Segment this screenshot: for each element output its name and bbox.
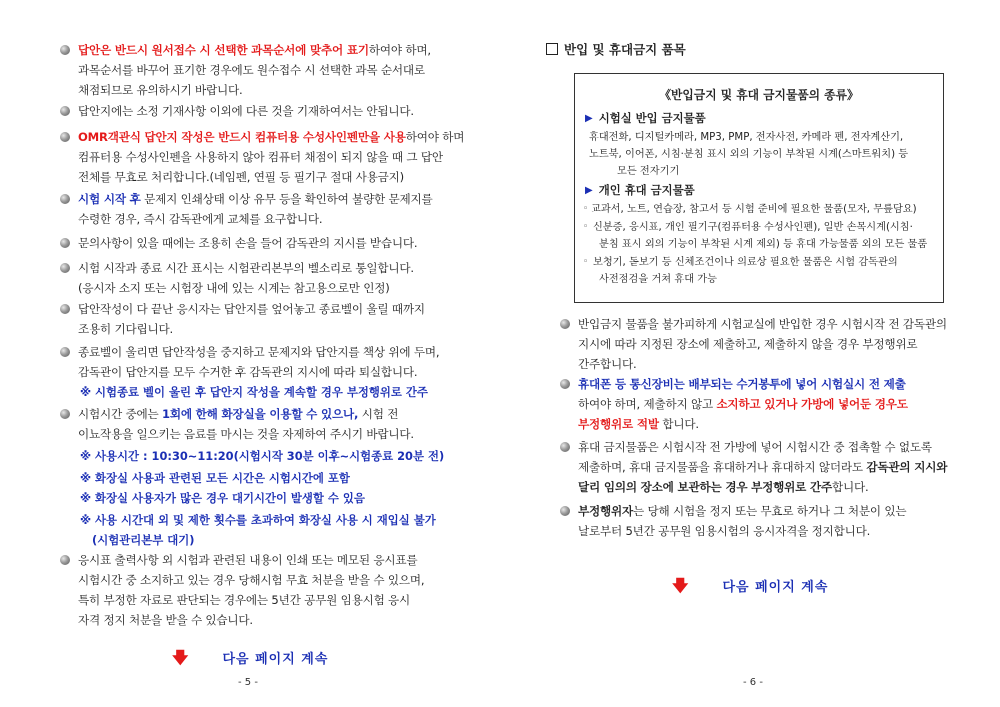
item-line bbox=[78, 167, 464, 187]
bullet-icon bbox=[60, 347, 70, 357]
item-line bbox=[78, 233, 417, 253]
text-segment: 답안지에는 소정 기재사항 이외에 다른 것을 기재하여서는 안됩니다. bbox=[78, 104, 414, 118]
text-segment: 하여야 하며 bbox=[405, 130, 465, 144]
item-line bbox=[78, 127, 464, 147]
continue-text: 다음 페이지 계속 bbox=[722, 580, 829, 595]
bullet-icon bbox=[60, 194, 70, 204]
list-item bbox=[78, 189, 433, 229]
item-line bbox=[78, 404, 414, 424]
small-circle-bullet-icon: ◦ bbox=[583, 257, 589, 267]
list-item bbox=[78, 127, 464, 187]
list-item bbox=[578, 437, 947, 497]
text-segment: 시험 시작 후 bbox=[78, 192, 141, 206]
bullet-icon bbox=[560, 379, 570, 389]
text-segment: 제출하며, 휴대 금지물품을 휴대하거나 휴대하지 않더라도 bbox=[578, 460, 867, 474]
text-segment: 합니다. bbox=[658, 417, 699, 431]
down-arrow-icon: 🡇 bbox=[172, 647, 189, 667]
section2-line: 교과서, 노트, 연습장, 참고서 등 시험 준비에 필요한 물품(모자, 무릎담요) bbox=[591, 204, 917, 215]
item-line bbox=[578, 437, 947, 457]
text-segment: 시험 시작과 종료 시간 표시는 시험관리본부의 벨소리로 통일합니다. bbox=[78, 261, 414, 275]
text-segment: 채점되므로 유의하시기 바랍니다. bbox=[78, 83, 243, 97]
text-segment: 간주합니다. bbox=[578, 357, 637, 371]
section1-line: 휴대전화, 디지털카메라, MP3, PMP, 전자사전, 카메라 펜, 전자계산기, bbox=[589, 132, 904, 143]
text-segment: 수령한 경우, 즉시 감독관에게 교체를 요구합니다. bbox=[78, 212, 323, 226]
item-line bbox=[78, 101, 414, 121]
list-item bbox=[578, 314, 947, 374]
text-segment: 감독관이 답안지를 모두 수거한 후 감독관의 지시에 따라 퇴실합니다. bbox=[78, 365, 418, 379]
section1-heading bbox=[585, 110, 706, 126]
triangle-bullet-icon: ▶ bbox=[585, 112, 593, 124]
restroom-note: ※ 화장실 사용과 관련된 모든 시간은 시험시간에 포함 bbox=[80, 471, 350, 485]
bullet-icon bbox=[60, 263, 70, 273]
text-segment: 하여야 하며, 제출하지 않고 bbox=[578, 397, 717, 411]
restroom-note: ※ 사용시간 : 10:30~11:20(시험시작 30분 이후~시험종료 20분 전) bbox=[80, 449, 445, 463]
bullet-icon bbox=[60, 238, 70, 248]
bullet-icon bbox=[60, 132, 70, 142]
item-line bbox=[78, 258, 414, 278]
item-line bbox=[78, 40, 431, 60]
item-line bbox=[78, 147, 464, 167]
text-segment: 반입금지 물품을 불가피하게 시험교실에 반입한 경우 시험시작 전 감독관의 bbox=[578, 317, 947, 331]
bullet-icon bbox=[60, 555, 70, 565]
page-number: - 5 - bbox=[238, 677, 258, 688]
text-segment: OMR객관식 답안지 작성은 반드시 컴퓨터용 수성사인펜만을 사용 bbox=[78, 130, 406, 144]
text-segment: 문의사항이 있을 때에는 조용히 손을 들어 감독관의 지시를 받습니다. bbox=[78, 236, 418, 250]
text-segment: 부정행위로 적발 bbox=[578, 417, 659, 431]
item-line bbox=[578, 314, 947, 334]
item-line bbox=[578, 457, 947, 477]
item-line bbox=[578, 354, 947, 374]
text-segment: 소지하고 있거나 가방에 넣어둔 경우도 bbox=[716, 397, 908, 411]
text-segment: 합니다. bbox=[832, 480, 869, 494]
restroom-note: (시험관리본부 대기) bbox=[92, 533, 195, 547]
item-line bbox=[78, 590, 424, 610]
text-segment: 종료벨이 울리면 답안작성을 중지하고 문제지와 답안지를 책상 위에 두며, bbox=[78, 345, 440, 359]
section2-line: 신분증, 응시표, 개인 필기구(컴퓨터용 수성사인펜), 일반 손목시계(시침· bbox=[593, 222, 913, 233]
list-item bbox=[78, 40, 431, 100]
list-item bbox=[78, 550, 424, 630]
triangle-bullet-icon: ▶ bbox=[585, 184, 593, 196]
item-line bbox=[78, 60, 431, 80]
item-line bbox=[78, 209, 433, 229]
section2-line: 사전점검을 거쳐 휴대 가능 bbox=[599, 274, 717, 285]
text-segment: 자격 정지 처분을 받을 수 있습니다. bbox=[78, 613, 253, 627]
item-line bbox=[578, 477, 947, 497]
list-item bbox=[78, 299, 425, 339]
section1-title: 시험실 반입 금지물품 bbox=[598, 111, 706, 125]
text-segment: 날로부터 5년간 공무원 임용시험의 응시자격을 정지합니다. bbox=[578, 524, 871, 538]
section2-line: 분침 표시 외의 기능이 부착된 시계 제외) 등 휴대 가능물품 외의 모든 물품 bbox=[599, 239, 928, 250]
text-segment: 전체를 무효로 처리합니다.(네임펜, 연필 등 필기구 절대 사용금지) bbox=[78, 170, 405, 184]
bullet-icon bbox=[560, 319, 570, 329]
item-line bbox=[78, 278, 414, 298]
bullet-icon bbox=[60, 409, 70, 419]
text-segment: 특히 부정한 자료로 판단되는 경우에는 5년간 공무원 임용시험 응시 bbox=[78, 593, 411, 607]
small-circle-bullet-icon: ◦ bbox=[583, 204, 589, 214]
item-line bbox=[578, 501, 906, 521]
item-line bbox=[578, 414, 908, 434]
continue-text: 다음 페이지 계속 bbox=[222, 652, 329, 667]
bullet-icon bbox=[60, 106, 70, 116]
text-segment: 휴대 금지물품은 시험시작 전 가방에 넣어 시험시간 중 접촉할 수 없도록 bbox=[578, 440, 932, 454]
restroom-note: ※ 화장실 사용자가 많은 경우 대기시간이 발생할 수 있음 bbox=[80, 491, 365, 505]
list-item bbox=[78, 101, 414, 121]
list-item bbox=[78, 404, 414, 444]
bullet-icon bbox=[560, 442, 570, 452]
item-line bbox=[78, 80, 431, 100]
continue-next-page-right bbox=[672, 576, 828, 595]
page-number: - 6 - bbox=[743, 677, 763, 688]
text-segment: 하여야 하며, bbox=[368, 43, 431, 57]
text-segment: 달리 임의의 장소에 보관하는 경우 부정행위로 간주 bbox=[578, 480, 833, 494]
section1-line: 노트북, 이어폰, 시침·분침 표시 외의 기능이 부착된 시계(스마트워치) 등 bbox=[589, 149, 909, 160]
item-line bbox=[78, 342, 439, 362]
restroom-note: ※ 사용 시간대 외 및 제한 횟수를 초과하여 화장실 사용 시 재입실 불가 bbox=[80, 513, 436, 527]
bullet-icon bbox=[560, 506, 570, 516]
section-heading bbox=[546, 40, 686, 58]
item-line bbox=[78, 299, 425, 319]
item-line bbox=[78, 189, 433, 209]
list-item bbox=[578, 374, 908, 434]
text-segment: 지시에 따라 지정된 장소에 제출하고, 제출하지 않을 경우 부정행위로 bbox=[578, 337, 918, 351]
section2-line: 보청기, 돋보기 등 신체조건이나 의료상 필요한 물품은 시험 감독관의 bbox=[593, 257, 898, 268]
item-line bbox=[78, 570, 424, 590]
text-segment: 휴대폰 등 통신장비는 배부되는 수거봉투에 넣어 시험실시 전 제출 bbox=[578, 377, 906, 391]
text-segment: 응시표 출력사항 외 시험과 관련된 내용이 인쇄 또는 메모된 응시표를 bbox=[78, 553, 418, 567]
text-segment: 답안작성이 다 끝난 응시자는 답안지를 엎어놓고 종료벨이 울릴 때까지 bbox=[78, 302, 425, 316]
text-segment: 문제지 인쇄상태 이상 유무 등을 확인하여 불량한 문제지를 bbox=[140, 192, 433, 206]
section2-heading bbox=[585, 182, 695, 198]
text-segment: 과목순서를 바꾸어 표기한 경우에도 원수접수 시 선택한 과목 순서대로 bbox=[78, 63, 425, 77]
text-segment: 컴퓨터용 수성사인펜을 사용하지 않아 컴퓨터 채점이 되지 않을 때 그 답안 bbox=[78, 150, 443, 164]
prohibited-items-box bbox=[574, 73, 944, 303]
item-line bbox=[578, 521, 906, 541]
list-item bbox=[78, 258, 414, 298]
end-time-note: ※ 시험종료 벨이 울린 후 답안지 작성을 계속할 경우 부정행위로 간주 bbox=[80, 385, 428, 399]
bullet-icon bbox=[60, 304, 70, 314]
box-title: 《반입금지 및 휴대 금지물품의 종류》 bbox=[659, 88, 859, 102]
list-item bbox=[78, 233, 417, 253]
section2-title: 개인 휴대 금지물품 bbox=[598, 183, 695, 197]
section1-line: 모든 전자기기 bbox=[617, 166, 680, 177]
down-arrow-icon: 🡇 bbox=[672, 575, 689, 595]
item-line bbox=[578, 394, 908, 414]
item-line bbox=[578, 374, 908, 394]
small-circle-bullet-icon: ◦ bbox=[583, 222, 589, 232]
item-line bbox=[78, 610, 424, 630]
item-line bbox=[578, 334, 947, 354]
section-heading-text: 반입 및 휴대금지 품목 bbox=[564, 42, 686, 57]
item-line bbox=[78, 424, 414, 444]
text-segment: 감독관의 지시와 bbox=[866, 460, 948, 474]
continue-next-page-left bbox=[172, 648, 328, 667]
text-segment: (응시자 소지 또는 시험장 내에 있는 시계는 참고용으로만 인정) bbox=[78, 281, 390, 295]
text-segment: 시험시간 중 소지하고 있는 경우 당해시험 무효 처분을 받을 수 있으며, bbox=[78, 573, 425, 587]
checkbox-icon bbox=[546, 43, 558, 55]
list-item bbox=[78, 342, 439, 382]
text-segment: 답안은 반드시 원서접수 시 선택한 과목순서에 맞추어 표기 bbox=[78, 43, 369, 57]
text-segment: 부정행위자 bbox=[578, 504, 633, 518]
bullet-icon bbox=[60, 45, 70, 55]
text-segment: 시험시간 중에는 bbox=[78, 407, 162, 421]
text-segment: 이뇨작용을 일으키는 음료를 마시는 것을 자제하여 주시기 바랍니다. bbox=[78, 427, 414, 441]
list-item bbox=[578, 501, 906, 541]
text-segment: 시험 전 bbox=[358, 407, 399, 421]
text-segment: 1회에 한해 화장실을 이용할 수 있으나, bbox=[161, 407, 359, 421]
text-segment: 조용히 기다립니다. bbox=[78, 322, 173, 336]
item-line bbox=[78, 362, 439, 382]
item-line bbox=[78, 550, 424, 570]
item-line bbox=[78, 319, 425, 339]
text-segment: 는 당해 시험을 정지 또는 무효로 하거나 그 처분이 있는 bbox=[633, 504, 907, 518]
